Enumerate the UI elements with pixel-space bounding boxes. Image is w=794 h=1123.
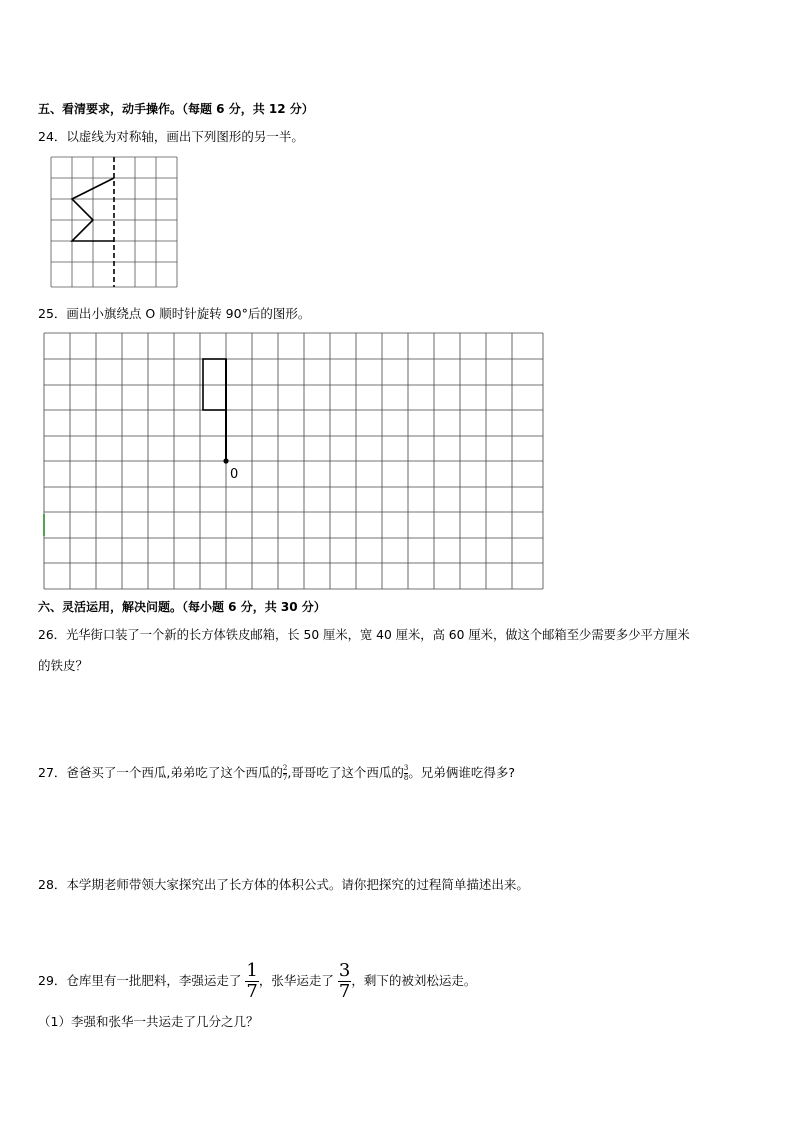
q29-text-1: 29．仓库里有一批肥料，李强运走了	[38, 973, 242, 988]
rotation-point-label: 0	[230, 467, 239, 482]
rotation-grid	[44, 333, 543, 589]
question-26-line-2: 的铁皮？	[38, 658, 89, 673]
q29-text-2: ，张华运走了	[258, 973, 334, 988]
q29-fraction-zhanghua: $\frac{3}{7}$	[338, 960, 351, 1002]
q27-text-2: ,哥哥吃了这个西瓜的	[287, 765, 404, 780]
question-29	[38, 960, 476, 1002]
q29-fraction-liqiang: $\frac{1}{7}$	[246, 960, 258, 1002]
question-27	[38, 763, 515, 782]
question-26-line-1: 26．光华街口装了一个新的长方体铁皮邮箱，长 50 厘米，宽 40 厘米，高 60 厘米，做这个邮箱至少需要多少平方厘米	[38, 628, 690, 642]
q29-text-3: ，剩下的被刘松运走。	[351, 973, 477, 988]
section-6-title: 六、灵活运用，解决问题。（每小题 6 分，共 30 分）	[38, 600, 326, 614]
section-5-title: 五、看清要求，动手操作。（每题 6 分，共 12 分）	[38, 102, 314, 116]
flag-shape	[203, 359, 226, 410]
symmetry-grid-figure	[48, 155, 180, 289]
rotation-point-o	[223, 458, 228, 463]
rotation-grid-figure	[40, 330, 548, 592]
question-28: 28．本学期老师带领大家探究出了长方体的体积公式。请你把探究的过程简单描述出来。	[38, 877, 529, 892]
question-25: 25．画出小旗绕点 O 顺时针旋转 90°后的图形。	[38, 306, 311, 321]
q27-text-3: 。兄弟俩谁吃得多?	[408, 765, 515, 780]
q27-fraction-older-brother: $\frac{3}{8}$	[403, 764, 409, 782]
question-29-sub-1: （1）李强和张华一共运走了几分之几？	[38, 1014, 259, 1029]
question-24: 24．以虚线为对称轴，画出下列图形的另一半。	[38, 129, 304, 144]
q27-text-1: 27．爸爸买了一个西瓜,弟弟吃了这个西瓜的	[38, 765, 283, 780]
q27-fraction-brother: $\frac{2}{7}$	[282, 764, 288, 782]
